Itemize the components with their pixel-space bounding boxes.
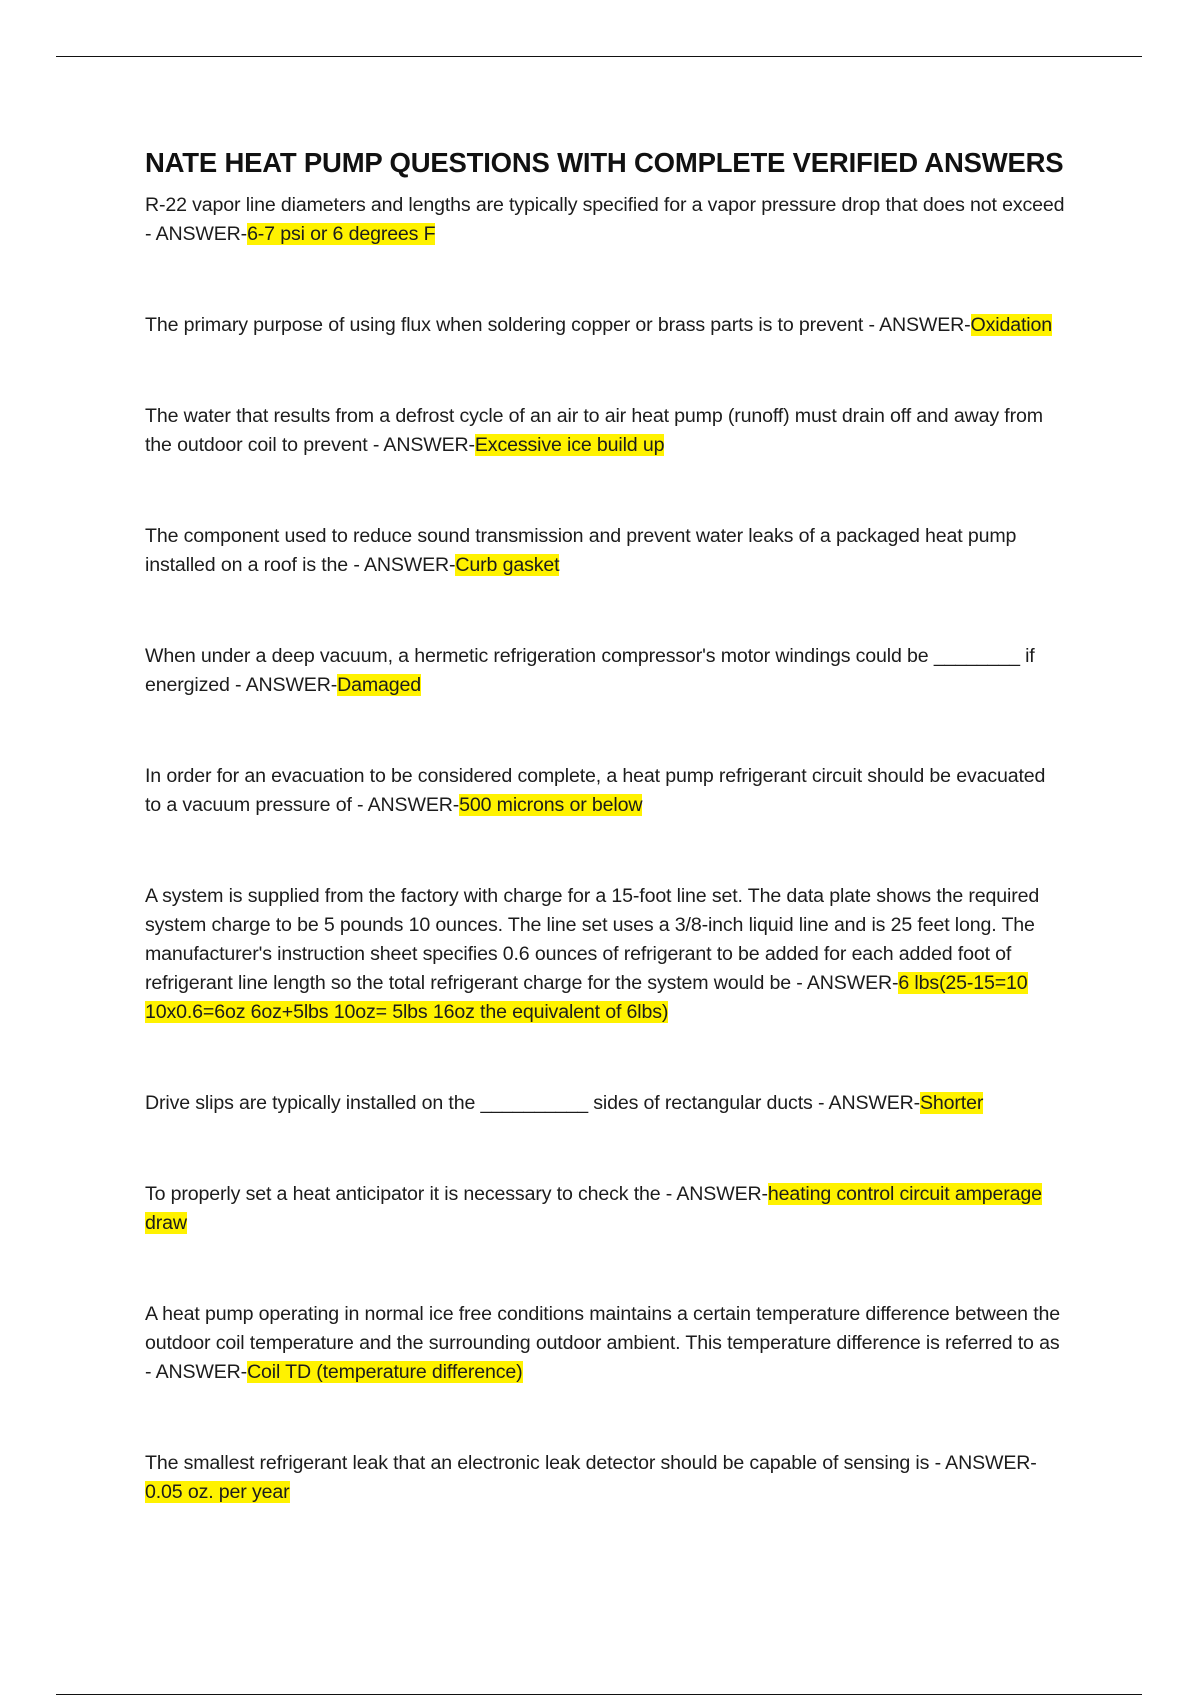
answer-highlight: 0.05 oz. per year <box>145 1481 290 1503</box>
answer-marker: - ANSWER- <box>665 1183 768 1205</box>
answer-marker: - ANSWER- <box>357 794 460 816</box>
answer-marker: - ANSWER- <box>817 1092 920 1114</box>
qa-item <box>145 1300 1065 1387</box>
answer-marker: - ANSWER- <box>145 223 248 245</box>
document-body <box>145 147 1065 1569</box>
question-text: The smallest refrigerant leak that an electronic leak detector should be capable of sensing is <box>145 1452 930 1474</box>
answer-marker: - ANSWER- <box>353 554 456 576</box>
question-text: A system is supplied from the factory with charge for a 15-foot line set. The data plate shows the required system charge to be 5 pounds 10 ounces. The line set uses a 3/8-inch liquid line and is 25 feet long. The manufacturer's instruction sheet specifies 0.6 ounces of refrigerant to be added for each added foot of refrigerant line length so the total refrigerant charge for the system would be <box>145 885 1040 994</box>
answer-highlight: Oxidation <box>970 314 1052 336</box>
question-text: The component used to reduce sound transmission and prevent water leaks of a packaged heat pump installed on a roof is the <box>145 525 1017 576</box>
answer-highlight: 6 lbs(25-15=10 10x0.6=6oz 6oz+5lbs 10oz= 5lbs 16oz the equivalent of 6lbs) <box>145 972 1028 1023</box>
qa-item <box>145 311 1065 340</box>
answer-marker: - ANSWER- <box>145 1361 248 1383</box>
answer-highlight: Curb gasket <box>455 554 560 576</box>
qa-item <box>145 191 1065 249</box>
answer-marker: - ANSWER- <box>934 1452 1037 1474</box>
qa-item <box>145 522 1065 580</box>
question-text: The primary purpose of using flux when soldering copper or brass parts is to prevent <box>145 314 864 336</box>
qa-item <box>145 1180 1065 1238</box>
question-text: To properly set a heat anticipator it is necessary to check the <box>145 1183 661 1205</box>
answer-marker: - ANSWER- <box>372 434 475 456</box>
document-title: NATE HEAT PUMP QUESTIONS WITH COMPLETE VERIFIED ANSWERS <box>145 147 1064 178</box>
answer-highlight: 6-7 psi or 6 degrees F <box>247 223 436 245</box>
answer-marker: - ANSWER- <box>796 972 899 994</box>
qa-item <box>145 642 1065 700</box>
answer-highlight: Excessive ice build up <box>474 434 665 456</box>
question-text: Drive slips are typically installed on the __________ sides of rectangular ducts <box>145 1092 813 1114</box>
qa-item <box>145 882 1065 1027</box>
qa-item <box>145 1449 1065 1507</box>
qa-item <box>145 1089 1065 1118</box>
qa-item <box>145 402 1065 460</box>
question-text: R-22 vapor line diameters and lengths are typically specified for a vapor pressure drop that does not exceed <box>145 194 1065 216</box>
top-rule <box>56 56 1142 57</box>
answer-highlight: heating control circuit amperage draw <box>145 1183 1042 1234</box>
question-text: The water that results from a defrost cycle of an air to air heat pump (runoff) must drain off and away from the outdoor coil to prevent <box>145 405 1043 456</box>
answer-highlight: Shorter <box>920 1092 984 1114</box>
answer-highlight: 500 microns or below <box>459 794 643 816</box>
question-text: In order for an evacuation to be considered complete, a heat pump refrigerant circuit should be evacuated to a vacuum pressure of <box>145 765 1046 816</box>
question-text: When under a deep vacuum, a hermetic refrigeration compressor's motor windings could be ________ if energized <box>145 645 1035 696</box>
answer-marker: - ANSWER- <box>235 674 338 696</box>
qa-item <box>145 762 1065 820</box>
question-text: A heat pump operating in normal ice free conditions maintains a certain temperature difference between the outdoor coil temperature and the surrounding outdoor ambient. This temperature difference is referred to as <box>145 1303 1060 1354</box>
bottom-rule <box>56 1694 1142 1695</box>
qa-list <box>145 191 1065 1507</box>
answer-marker: - ANSWER- <box>868 314 971 336</box>
answer-highlight: Damaged <box>337 674 421 696</box>
answer-highlight: Coil TD (temperature difference) <box>247 1361 523 1383</box>
